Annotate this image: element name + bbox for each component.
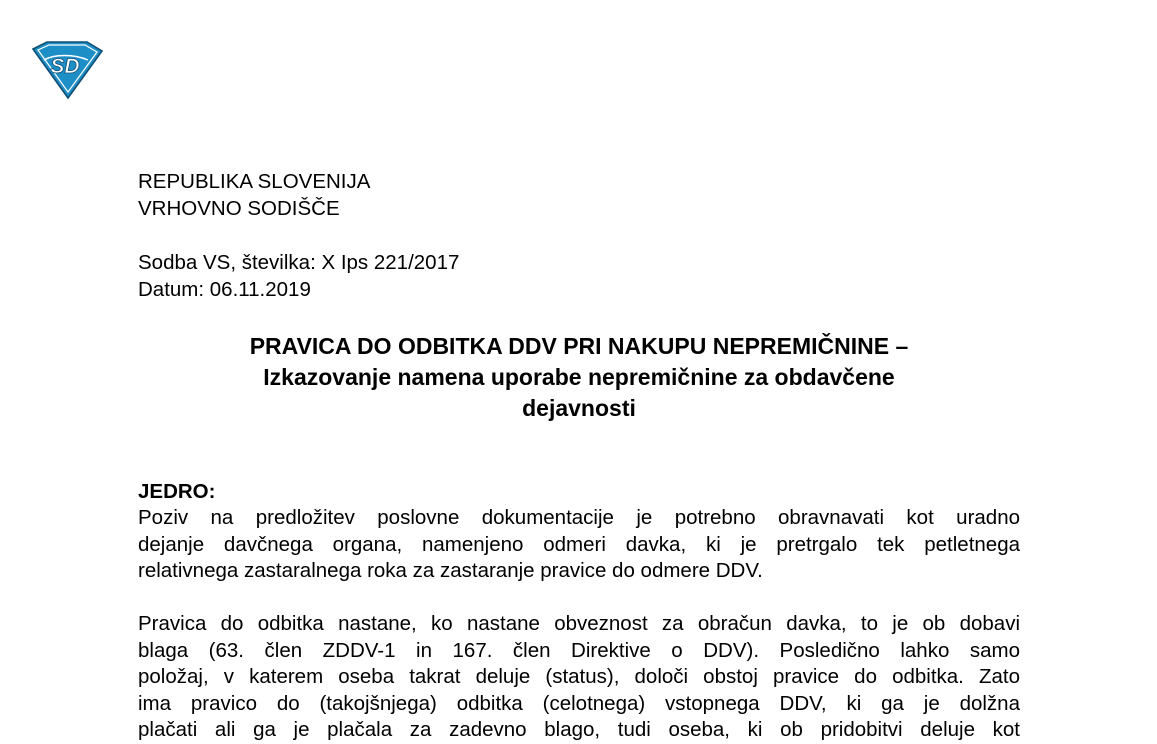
jedro-paragraph-2	[138, 611, 1020, 744]
svg-text:SD: SD	[50, 55, 80, 78]
title-line-2: Izkazovanje namena uporabe nepremičnine za obdavčene	[263, 364, 895, 390]
paragraph-line: položaj, v katerem oseba takrat deluje (status), določi obstoj pravice do odbitka. Zato	[138, 665, 1020, 688]
jedro-heading: JEDRO:	[138, 480, 216, 503]
court-name: VRHOVNO SODIŠČE	[138, 197, 340, 220]
document-title	[138, 331, 1020, 424]
paragraph-line: Poziv na predložitev poslovne dokumentacije je potrebno obravnavati kot uradno	[138, 506, 1020, 529]
header-block	[138, 168, 370, 222]
jedro-paragraph-1	[138, 505, 1020, 585]
paragraph-line: dejanje davčnega organa, namenjeno odmeri davka, ki je pretrgalo tek petletnega	[138, 532, 1020, 556]
paragraph-line: blaga (63. člen ZDDV-1 in 167. člen Direktive o DDV). Posledično lahko samo	[138, 638, 1020, 662]
supreme-court-logo-icon	[30, 40, 104, 100]
paragraph-line: ima pravico do (takojšnjega) odbitka (celotnega) vstopnega DDV, ki ga je dolžna	[138, 691, 1020, 715]
title-line-3: dejavnosti	[522, 395, 636, 421]
case-number: Sodba VS, številka: X Ips 221/2017	[138, 251, 460, 274]
case-info	[138, 249, 459, 303]
paragraph-line: relativnega zastaralnega roka za zastaranje pravice do odmere DDV.	[138, 559, 763, 582]
title-line-1: PRAVICA DO ODBITKA DDV PRI NAKUPU NEPREMIČNINE –	[249, 333, 909, 359]
paragraph-line: plačati ali ga je plačala za zadevno blago, tudi oseba, ki ob pridobitvi deluje kot	[138, 718, 1020, 741]
case-date: Datum: 06.11.2019	[138, 278, 311, 301]
paragraph-line: Pravica do odbitka nastane, ko nastane obveznost za obračun davka, to je ob dobavi	[138, 612, 1020, 635]
country-name: REPUBLIKA SLOVENIJA	[138, 170, 371, 193]
